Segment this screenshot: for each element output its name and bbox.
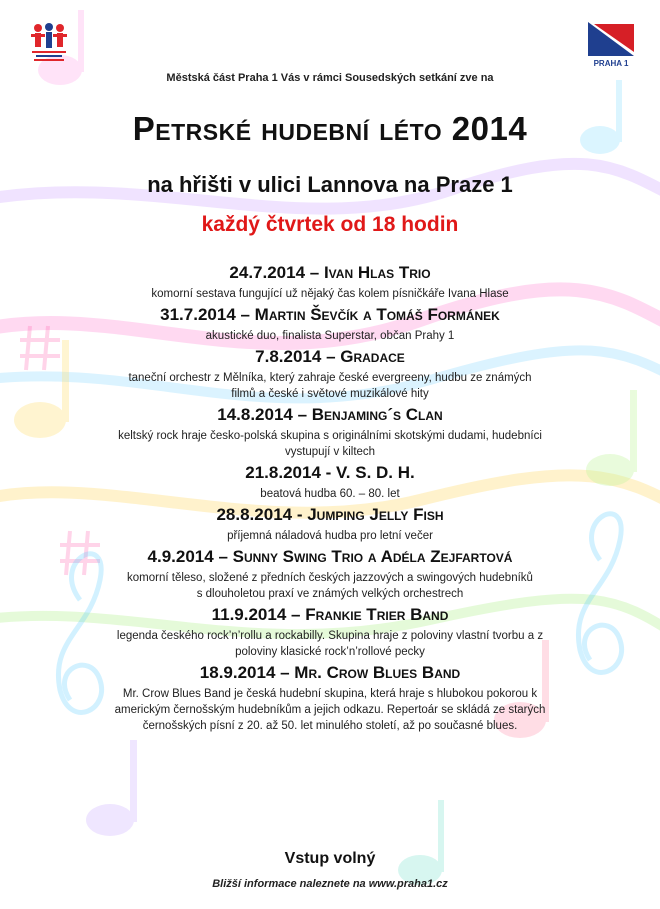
praha1-logo	[588, 22, 634, 68]
more-info-text: Bližší informace naleznete na www.praha1.cz	[212, 878, 448, 890]
event-heading: 7.8.2014 – Gradace	[255, 347, 405, 366]
event-description: beatová hudba 60. – 80. let	[260, 488, 400, 500]
intro-text: Městská část Praha 1 Vás v rámci Sousedských setkání zve na	[166, 72, 494, 84]
schedule-text: každý čtvrtek od 18 hodin	[201, 213, 459, 236]
event-heading: 14.8.2014 – Benjaming´s Clan	[217, 405, 443, 424]
event-item	[40, 404, 620, 460]
event-description: komorní těleso, složené z předních českých jazzových a swingových hudebníků s dlouholetou praxí ve známých velkých orchestrech	[127, 572, 533, 600]
event-heading: 31.7.2014 – Martin Ševčík a Tomáš Formánek	[160, 305, 500, 324]
event-item	[40, 662, 620, 734]
event-heading: 4.9.2014 – Sunny Swing Trio a Adéla Zejfartová	[147, 547, 513, 566]
event-description: legenda českého rock’n’rollu a rockabilly. Skupina hraje z poloviny vlastní tvorbu a z poloviny klasické rock’n’rollové pecky	[116, 630, 544, 658]
event-description: akustické duo, finalista Superstar, občan Prahy 1	[205, 330, 455, 342]
event-item	[40, 262, 620, 302]
event-description: komorní sestava fungující už nějaký čas kolem písničkáře Ivana Hlase	[151, 288, 509, 300]
event-item	[40, 462, 620, 502]
event-heading: 21.8.2014 - V. S. D. H.	[245, 463, 415, 482]
event-item	[40, 546, 620, 602]
event-list	[40, 262, 620, 736]
event-heading: 28.8.2014 - Jumping Jelly Fish	[216, 505, 444, 524]
venue-subtitle: na hřišti v ulici Lannova na Praze 1	[147, 172, 513, 197]
svg-text:PRAHA 1: PRAHA 1	[593, 59, 629, 68]
event-item	[40, 604, 620, 660]
sousedska-setkani-logo	[28, 22, 70, 66]
event-description: příjemná náladová hudba pro letní večer	[227, 530, 433, 542]
event-heading: 18.9.2014 – Mr. Crow Blues Band	[199, 663, 461, 682]
free-entry-text: Vstup volný	[284, 850, 376, 867]
event-item	[40, 304, 620, 344]
event-heading: 24.7.2014 – Ivan Hlas Trio	[229, 263, 431, 282]
event-description: taneční orchestr z Mělníka, který zahraje české evergreeny, hudbu ze známých filmů a české i světové muzikálové hity	[128, 372, 532, 400]
event-description: keltský rock hraje česko-polská skupina s originálními skotskými dudami, hudebníci vystupují v kiltech	[118, 430, 542, 458]
event-heading: 11.9.2014 – Frankie Trier Band	[211, 605, 449, 624]
event-description: Mr. Crow Blues Band je česká hudební skupina, která hraje s hlubokou pokorou k americkým černošským hudebníkům a jejich odkazu. Repertoár se skládá ze starých černošských písní z 20. až 50. let minulého století, až po současné blues.	[114, 688, 546, 732]
page-title: Petrské hudební léto 2014	[132, 110, 528, 147]
event-item	[40, 504, 620, 544]
event-item	[40, 346, 620, 402]
